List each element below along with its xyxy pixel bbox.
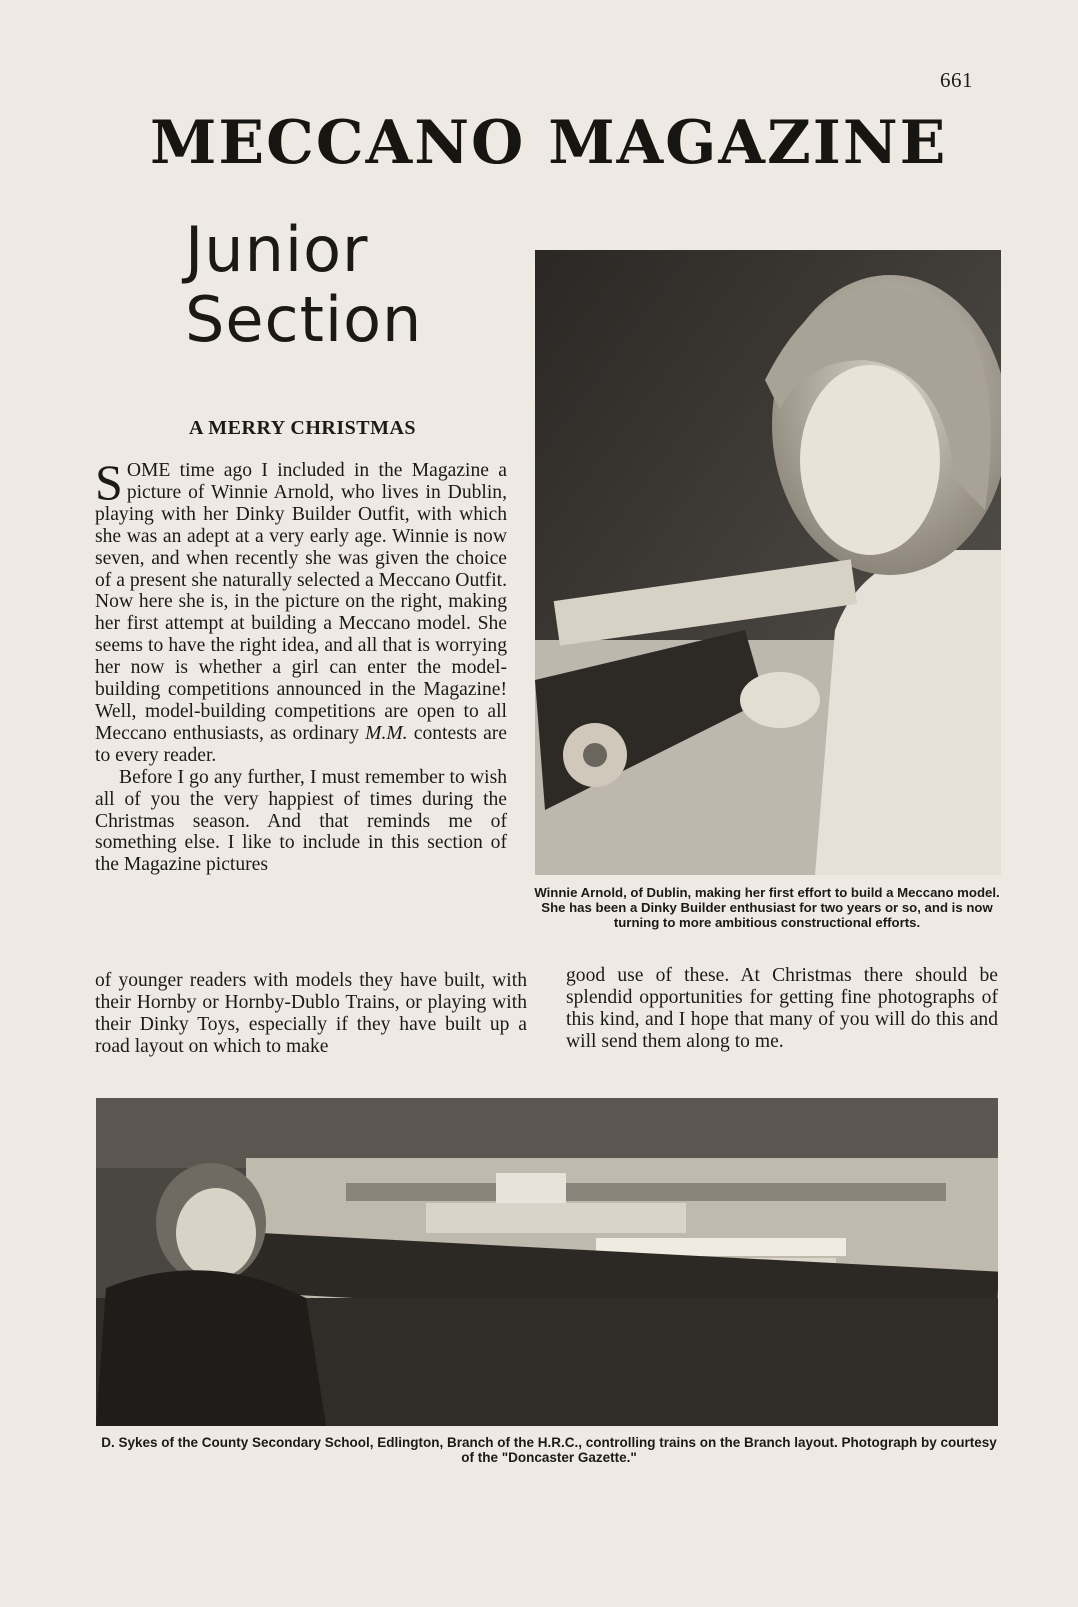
photo-girl-building-model: [535, 250, 1001, 875]
paragraph-1-end: contests are to every reader.: [95, 722, 507, 766]
article-column-bottom-right: good use of these. At Christmas there should be splendid opportunities for getting fine photographs of this kind, and I hope that many of you will do this and will send them along to me.: [566, 965, 998, 1052]
magazine-masthead: MECCANO MAGAZINE: [150, 108, 948, 178]
article-column-left: [95, 454, 507, 876]
article-column-bottom-left: of younger readers with models they have built, with their Hornby or Hornby-Dublo Trains, or playing with their Dinky Toys, especially if they have built up a road layout on which to make: [95, 970, 527, 1057]
page-number: 661: [940, 68, 973, 92]
section-title-line1: Junior: [185, 213, 369, 286]
paragraph-2: Before I go any further, I must remember to wish all of you the very happiest of times during the Christmas season. And that reminds me of something else. I like to include in this section of the Magazine pictures: [95, 766, 507, 876]
drop-cap: S: [95, 454, 123, 510]
photo-railway-caption: D. Sykes of the County Secondary School, Edlington, Branch of the H.R.C., controlling trains on the Branch layout. Photograph by courtesy of the "Doncaster Gazette.": [101, 1435, 997, 1465]
section-title: [185, 215, 495, 355]
paragraph-1-text: OME time ago I included in the Magazine a picture of Winnie Arnold, who lives in Dublin, playing with her Dinky Builder Outfit, with which she was an adept at a very early age. Winnie is now seven, and when recently she was given the choice of a present she naturally selected a Meccano Outfit. Now here she is, in the picture on the right, making her first attempt at building a Meccano model. She seems to have the right idea, and all that is worrying her now is whether a girl can enter the model-building competitions announced in the Magazine! Well, model-building competitions are open to all Meccano enthusiasts, as ordinary: [95, 460, 507, 744]
article-heading: A MERRY CHRISTMAS: [188, 417, 417, 439]
photo-girl-caption: Winnie Arnold, of Dublin, making her first effort to build a Meccano model. She has been a Dinky Builder enthusiast for two years or so, and is now turning to more ambitious constructional efforts.: [534, 885, 1000, 930]
photo-railway-illustration: [96, 1098, 998, 1426]
photo-boy-model-railway: [96, 1098, 998, 1426]
paragraph-1: [95, 454, 507, 767]
mm-abbreviation: M.M.: [365, 722, 408, 744]
section-title-line2: Section: [185, 283, 423, 356]
photo-girl-illustration: [535, 250, 1001, 875]
